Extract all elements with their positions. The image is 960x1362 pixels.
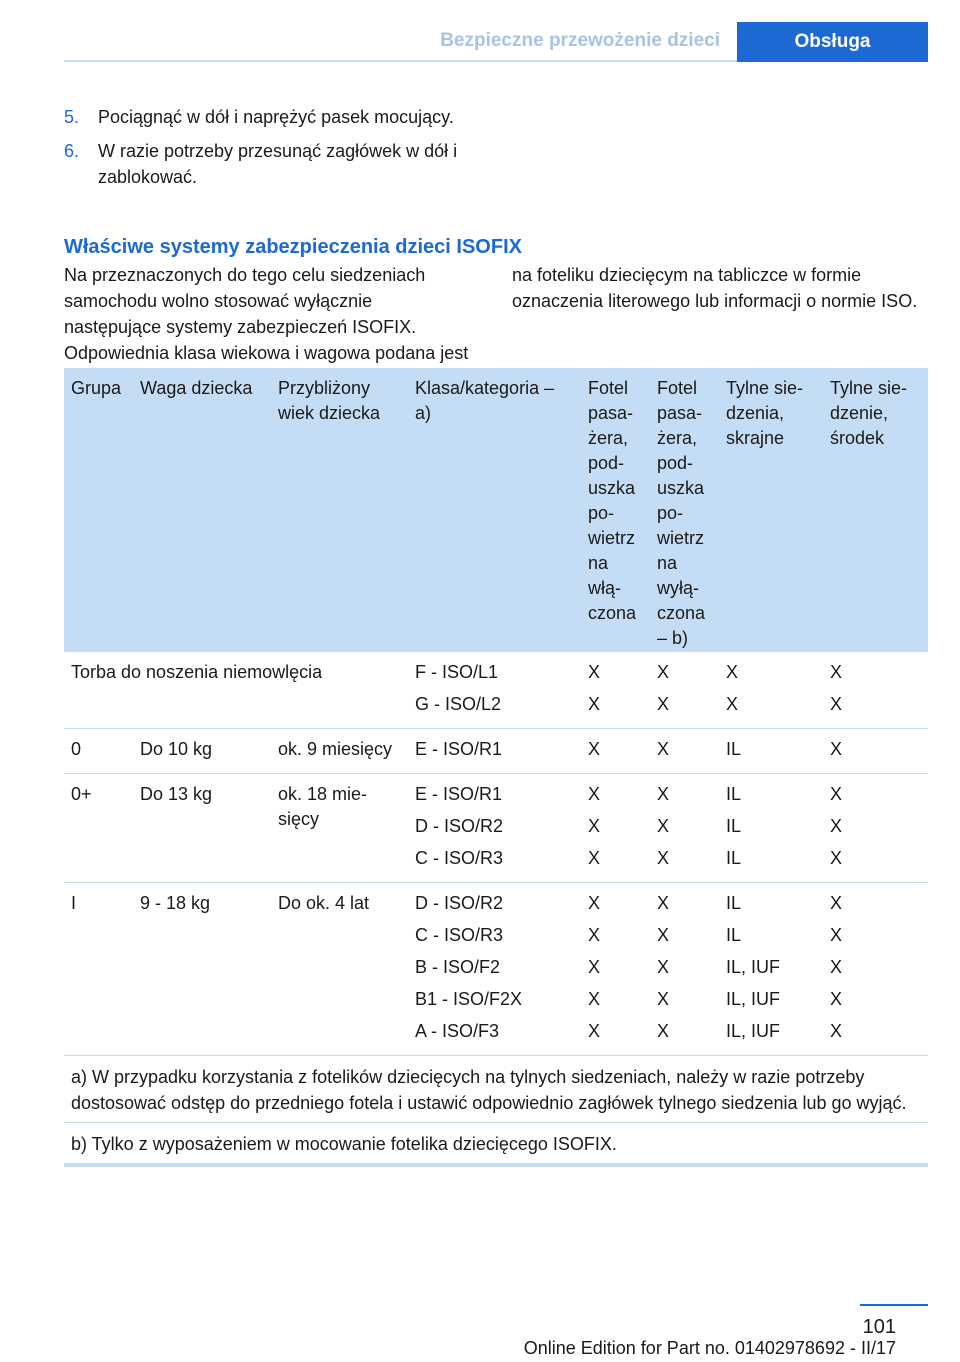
step-text: Pociągnąć w dół i naprężyć pasek mocujący. — [98, 107, 454, 127]
value: X — [726, 694, 739, 714]
class-value: C - ISO/R3 — [415, 925, 504, 945]
group-cell: 0+ — [64, 774, 133, 883]
table-header-row — [64, 368, 928, 652]
class-value: F - ISO/L1 — [415, 662, 499, 682]
airbag-on-cell — [581, 729, 650, 774]
value: X — [588, 694, 601, 714]
value: X — [830, 1021, 843, 1041]
value: IL — [726, 816, 742, 836]
value: IL — [726, 784, 742, 804]
value: X — [588, 848, 601, 868]
value: X — [588, 989, 601, 1009]
airbag-off-cell — [650, 652, 719, 729]
class-cell — [408, 729, 581, 774]
rear-middle-cell — [823, 774, 928, 883]
table-row — [64, 652, 928, 729]
class-cell — [408, 883, 581, 1056]
class-value: G - ISO/L2 — [415, 694, 502, 714]
group-cell: 0 — [64, 729, 133, 774]
value: X — [657, 893, 670, 913]
class-value: E - ISO/R1 — [415, 739, 503, 759]
value: X — [830, 662, 843, 682]
weight-cell: Do 13 kg — [133, 774, 271, 883]
page-number: 101 — [862, 1316, 896, 1338]
value: X — [830, 848, 843, 868]
value: X — [830, 957, 843, 977]
value: X — [657, 957, 670, 977]
value: X — [657, 989, 670, 1009]
value: IL, IUF — [726, 1021, 781, 1041]
value: IL — [726, 893, 742, 913]
value: X — [830, 925, 843, 945]
rear-outer-cell — [719, 883, 823, 1056]
airbag-off-cell — [650, 729, 719, 774]
class-value: A - ISO/F3 — [415, 1021, 500, 1041]
intro-text-right: na foteliku dziecięcym na tabliczce w formie oznaczenia literowego lub informacji o normie ISO. — [512, 265, 918, 311]
value: X — [588, 739, 601, 759]
value: X — [588, 816, 601, 836]
airbag-off-cell — [650, 883, 719, 1056]
rear-outer-cell — [719, 729, 823, 774]
step-number: 6. — [64, 141, 80, 161]
rear-outer-cell — [719, 774, 823, 883]
step-list — [64, 104, 464, 198]
value: X — [588, 925, 601, 945]
table-footnote-row — [64, 1123, 928, 1166]
value: X — [657, 1021, 670, 1041]
column-header-group: Grupa — [64, 368, 133, 652]
value: X — [588, 893, 601, 913]
value: X — [830, 739, 843, 759]
class-value: C - ISO/R3 — [415, 848, 504, 868]
column-header-rear-middle: Tylne siedzenie, środek — [823, 368, 928, 652]
value: X — [657, 662, 670, 682]
airbag-on-cell — [581, 883, 650, 1056]
age-cell: ok. 18 miesięcy — [271, 774, 408, 883]
intro-text-left: Na przeznaczonych do tego celu siedzeniach samochodu wolno stosować wyłącznie następujące systemy zabezpieczeń ISOFIX. Odpowiednia klasa wiekowa i wagowa podana jest — [64, 265, 469, 363]
value: X — [830, 784, 843, 804]
rear-outer-cell — [719, 652, 823, 729]
value: X — [830, 989, 843, 1009]
airbag-on-cell — [581, 774, 650, 883]
column-header-passenger-airbag-on: Fotel pasażera, poduszka powietrz na włączona — [581, 368, 650, 652]
table-row — [64, 883, 928, 1056]
section-title: Właściwe systemy zabezpieczenia dzieci ISOFIX — [64, 236, 522, 258]
isofix-table — [64, 368, 928, 1167]
column-header-rear-outer: Tylne siedzenia, skrajne — [719, 368, 823, 652]
class-value: E - ISO/R1 — [415, 784, 503, 804]
class-value: B1 - ISO/F2X — [415, 989, 523, 1009]
value: IL — [726, 739, 742, 759]
airbag-off-cell — [650, 774, 719, 883]
rear-middle-cell — [823, 883, 928, 1056]
step-number: 5. — [64, 107, 80, 127]
class-cell — [408, 774, 581, 883]
value: X — [588, 784, 601, 804]
value: X — [657, 848, 670, 868]
weight-cell: Do 10 kg — [133, 729, 271, 774]
table-footnote-row — [64, 1056, 928, 1123]
value: X — [657, 739, 670, 759]
group-cell: I — [64, 883, 133, 1056]
age-cell: Do ok. 4 lat — [271, 883, 408, 1056]
value: X — [588, 1021, 601, 1041]
value: X — [830, 816, 843, 836]
value: IL — [726, 848, 742, 868]
airbag-on-cell — [581, 652, 650, 729]
table-row — [64, 774, 928, 883]
column-header-age: Przybliżony wiek dziecka — [271, 368, 408, 652]
value: IL, IUF — [726, 989, 781, 1009]
column-header-weight: Waga dziecka — [133, 368, 271, 652]
value: X — [657, 784, 670, 804]
rear-middle-cell — [823, 652, 928, 729]
header-section-title: Bezpieczne przewożenie dzieci — [440, 30, 720, 51]
value: X — [726, 662, 739, 682]
footer-rule — [860, 1304, 928, 1306]
step-item — [64, 104, 464, 130]
value: X — [588, 957, 601, 977]
age-cell: ok. 9 miesięcy — [271, 729, 408, 774]
value: X — [588, 662, 601, 682]
value: X — [830, 694, 843, 714]
value: IL, IUF — [726, 957, 781, 977]
step-text: W razie potrzeby przesunąć zagłówek w dół i zablokować. — [98, 141, 458, 187]
value: IL — [726, 925, 742, 945]
class-value: B - ISO/F2 — [415, 957, 501, 977]
footnote-a: a) W przypadku korzystania z fotelików dziecięcych na tylnych siedzeniach, należy w razie potrzeby dostosować odstęp do przedniego fotela i ustawić odpowiednio zagłówek tylnego siedzenia lub go wyjąć. — [64, 1056, 928, 1123]
rear-middle-cell — [823, 729, 928, 774]
value: X — [657, 925, 670, 945]
value: X — [657, 816, 670, 836]
footnote-b: b) Tylko z wyposażeniem w mocowanie fotelika dziecięcego ISOFIX. — [64, 1123, 928, 1166]
class-value: D - ISO/R2 — [415, 893, 504, 913]
column-header-passenger-airbag-off: Fotel pasażera, poduszka powietrz na wyłączona – b) — [650, 368, 719, 652]
group-cell: Torba do noszenia niemowlęcia — [64, 652, 408, 729]
class-value: D - ISO/R2 — [415, 816, 504, 836]
value: X — [830, 893, 843, 913]
class-cell — [408, 652, 581, 729]
value: X — [657, 694, 670, 714]
step-item — [64, 138, 464, 190]
edition-note: Online Edition for Part no. 01402978692 - II/17 — [523, 1338, 896, 1358]
table-row — [64, 729, 928, 774]
weight-cell: 9 - 18 kg — [133, 883, 271, 1056]
column-header-class: Klasa/kategoria – a) — [408, 368, 581, 652]
header-chapter-tab[interactable]: Obsługa — [737, 22, 928, 62]
